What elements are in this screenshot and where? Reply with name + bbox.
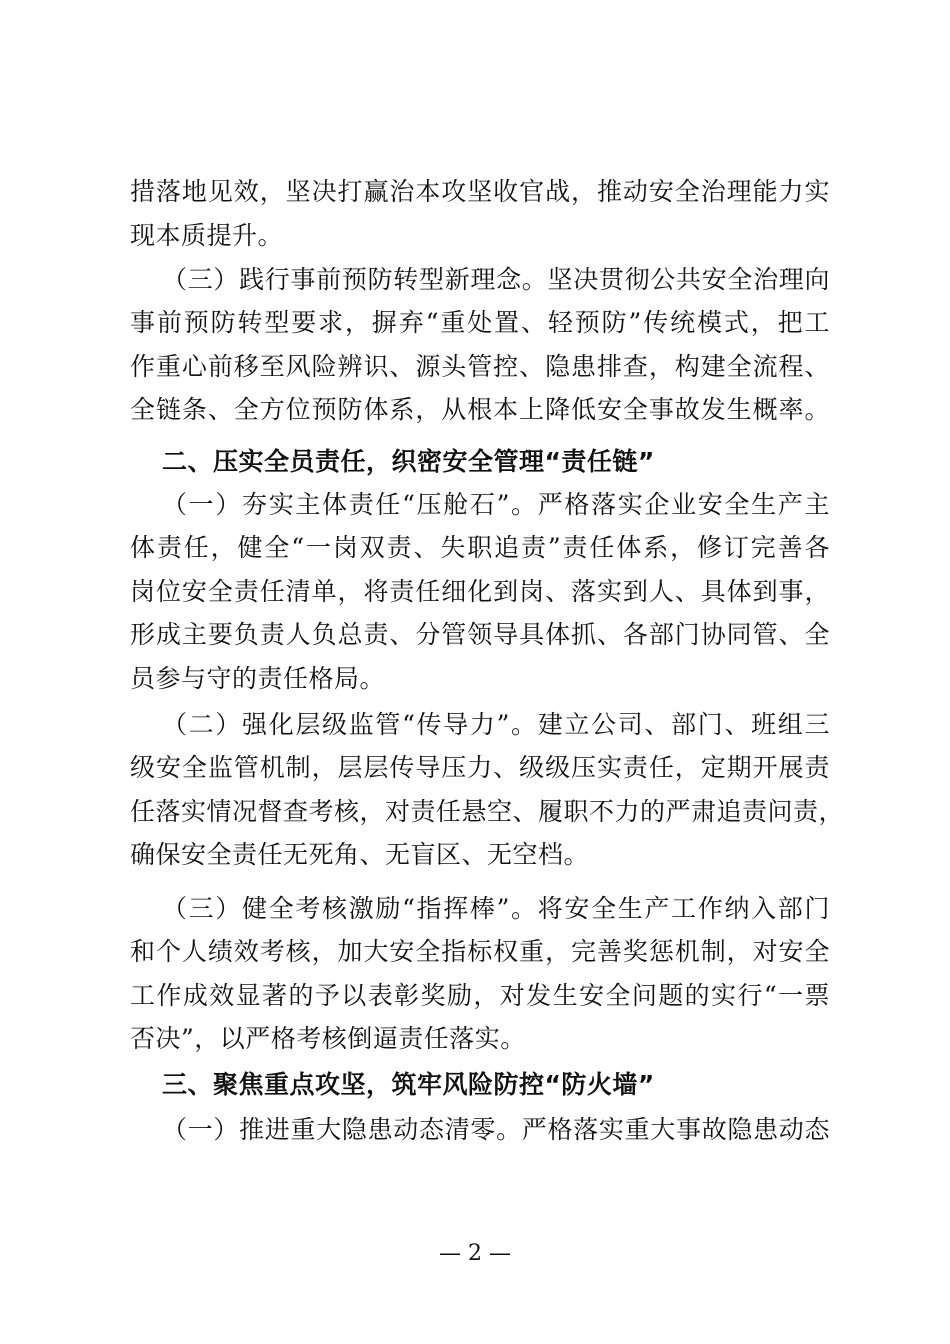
page-number: — 2 —: [439, 1241, 511, 1266]
body-text-line: 事前预防转型要求，摒弃“重处置、轻预防”传统模式，把工: [130, 308, 830, 337]
section-heading: 二、压实全员责任，织密安全管理“责任链”: [162, 447, 655, 476]
body-text-line: 现本质提升。: [130, 221, 284, 250]
body-text-line: 作重心前移至风险辨识、源头管控、隐患排查，构建全流程、: [130, 352, 830, 381]
subsection-heading-line: （二）强化层级监管“传导力”。建立公司、部门、班组三: [162, 710, 830, 739]
body-text-line: 岗位安全责任清单，将责任细化到岗、落实到人、具体到事，: [130, 577, 830, 606]
body-text-line: 工作成效显著的予以表彰奖励，对发生安全问题的实行“一票: [130, 981, 830, 1010]
body-text-line: 员参与守的责任格局。: [130, 664, 386, 693]
body-text-line: 形成主要负责人负总责、分管领导具体抓、各部门协同管、全: [130, 620, 830, 649]
body-text-line: 否决”，以严格考核倒逼责任落实。: [130, 1024, 526, 1053]
body-text-line: 任落实情况督查考核，对责任悬空、履职不力的严肃追责问责，: [130, 797, 845, 826]
body-text-line: 级安全监管机制，层层传导压力、级级压实责任，定期开展责: [130, 753, 830, 782]
body-text-line: 体责任，健全“一岗双责、失职追责”责任体系，修订完善各: [130, 533, 830, 562]
subsection-heading-line: （一）推进重大隐患动态清零。严格落实重大事故隐患动态: [162, 1115, 830, 1144]
body-text-line: 措落地见效，坚决打赢治本攻坚收官战，推动安全治理能力实: [130, 177, 830, 206]
body-text-line: 和个人绩效考核，加大安全指标权重，完善奖惩机制，对安全: [130, 937, 830, 966]
subsection-heading-line: （一）夯实主体责任“压舱石”。严格落实企业安全生产主: [162, 490, 830, 519]
section-heading: 三、聚焦重点攻坚，筑牢风险防控“防火墙”: [162, 1070, 655, 1099]
subsection-heading-line: （三）践行事前预防转型新理念。坚决贯彻公共安全治理向: [162, 265, 830, 294]
body-text-line: 确保安全责任无死角、无盲区、无空档。: [130, 840, 590, 869]
subsection-heading-line: （三）健全考核激励“指挥棒”。将安全生产工作纳入部门: [162, 894, 830, 923]
body-text-line: 全链条、全方位预防体系，从根本上降低安全事故发生概率。: [130, 395, 830, 424]
